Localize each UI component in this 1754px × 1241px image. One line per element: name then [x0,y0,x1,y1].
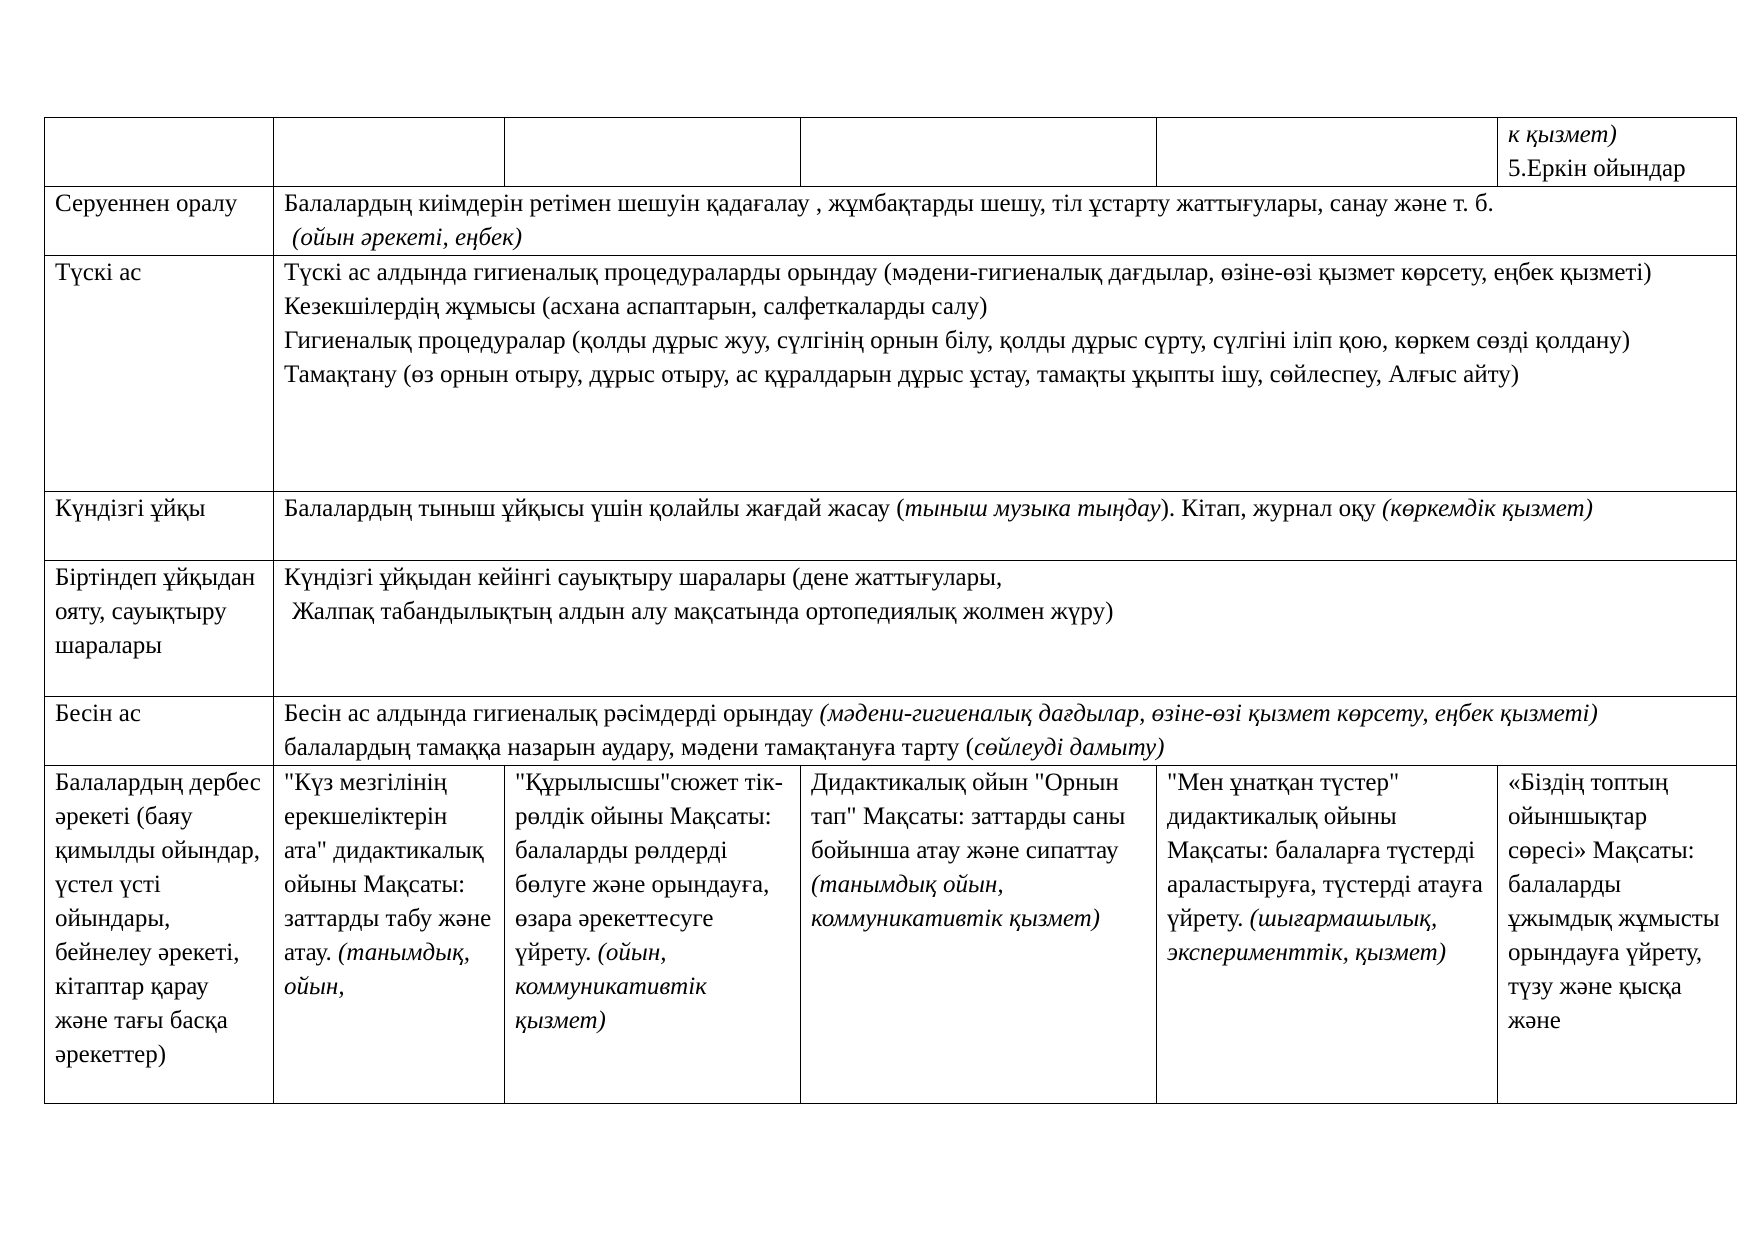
table-row-wake-up [45,561,1737,697]
activity-cell-day5 [1498,766,1737,1104]
table-row-nap [45,492,1737,561]
activity-text: Дидактикалық ойын "Орнын тап" Мақсаты: заттарды саны бойынша атау және сипаттау [811,769,1126,864]
content-text: Балалардың тыныш ұйқысы үшін қолайлы жағдай жасау ( [284,495,905,522]
content-text: Бесін ас алдында гигиеналық рәсімдерді орындау [284,700,820,727]
content-text: Балалардың киімдерін ретімен шешуін қадағалау , жұмбақтарды шешу, тіл ұстарту жаттығулары, санау және т. б. [284,190,1494,217]
content-paragraph: Түскі ас алдында гигиеналық процедураларды орындау (мәдени-гигиеналық дағдылар, өзіне-өзі қызмет көрсету, еңбек қызметі) [284,259,1652,286]
content-note: (көркемдік қызмет) [1381,495,1593,522]
activity-cell-day3 [801,766,1157,1104]
content-note: (мәдени-гигиеналық дағдылар, өзіне-өзі қызмет көрсету, еңбек қызметі) [819,700,1598,727]
activity-note: (танымдық, ойын, [284,939,471,1000]
row-content [274,697,1737,766]
content-paragraph: Тамақтану (өз орнын отыру, дұрыс отыру, ас құралдарын дұрыс ұстау, тамақты ұқыпты ішу, сөйлеспеу, Алғыс айту) [284,361,1520,388]
content-note: (ойын әрекеті, еңбек) [292,224,523,251]
content-paragraph: Күндізгі ұйқыдан кейінгі сауықтыру шаралары (дене жаттығулары, [284,564,1003,591]
table-row-lunch [45,256,1737,492]
content-text: балалардың тамаққа назарын аудару, мәдени тамақтануға тарту ( [284,734,974,761]
content-text: ). Кітап, журнал оқу [1160,495,1382,522]
content-paragraph: Гигиеналық процедуралар (қолды дұрыс жуу, сүлгінің орнын білу, қолды дұрыс сүрту, сүлгіні іліп қою, көркем сөзді қолдану) [284,327,1631,354]
row-label: Күндізгі ұйқы [45,492,274,561]
activity-text: "Құрылысшы"сюжет тік-рөлдік ойыны Мақсаты: балаларды рөлдерді бөлуге және орындауға, өзара әрекеттесуге үйрету. [515,769,784,966]
activity-cell-day4 [1157,766,1498,1104]
activity-text: "Күз мезгілінің ерекшеліктерін ата" дидактикалық ойыны Мақсаты: заттарды табу және атау. [284,769,492,966]
content-paragraph: Кезекшілердің жұмысы (асхана аспаптарын, салфеткаларды салу) [284,293,988,320]
daily-plan-table [44,117,1737,1104]
row-content [274,187,1737,256]
content-paragraph: Жалпақ табандылықтың алдын алу мақсатында ортопедиялық жолмен жүру) [292,598,1114,625]
row-label: Біртіндеп ұйқыдан ояту, сауықтыру шаралары [45,561,274,697]
activity-text: "Мен ұнатқан түстер" дидактикалық ойыны Мақсаты: балаларға түстерді араластыруға, түстерді атауға үйрету. [1167,769,1483,932]
activity-cell-day5 [1498,118,1737,187]
activity-cell-day1 [274,766,505,1104]
empty-cell [274,118,505,187]
row-content [274,256,1737,492]
row-content [274,561,1737,697]
activity-cell-day2 [505,766,801,1104]
table-row-continuation [45,118,1737,187]
activity-note: (ойын, коммуникативтік қызмет) [515,939,707,1034]
table-row-independent-activity [45,766,1737,1104]
row-label: Түскі ас [45,256,274,492]
activity-note: к қызмет) [1508,121,1617,148]
content-note: сөйлеуді дамыту) [973,734,1165,761]
table-row-return-from-walk [45,187,1737,256]
row-label: Балалардың дербес әрекеті (баяу қимылды ойындар, үстел үсті ойындары, бейнелеу әрекеті, кітаптар қарау және тағы басқа әрекеттер) [45,766,274,1104]
row-label: Бесін ас [45,697,274,766]
empty-cell [45,118,274,187]
table-row-afternoon-snack [45,697,1737,766]
activity-text: «Біздің топтың ойыншықтар сөресі» Мақсаты: балаларды ұжымдық жұмысты орындауға үйрету, түзу және қысқа және [1508,769,1720,1034]
empty-cell [505,118,801,187]
empty-cell [1157,118,1498,187]
content-note: тыныш музыка тыңдау [904,495,1161,522]
empty-cell [801,118,1157,187]
row-label: Серуеннен оралу [45,187,274,256]
activity-note: (танымдық ойын, коммуникативтік қызмет) [811,871,1100,932]
activity-note: (шығармашылық, эксперименттік, қызмет) [1167,905,1447,966]
row-content [274,492,1737,561]
activity-text: 5.Еркін ойындар [1508,155,1686,182]
